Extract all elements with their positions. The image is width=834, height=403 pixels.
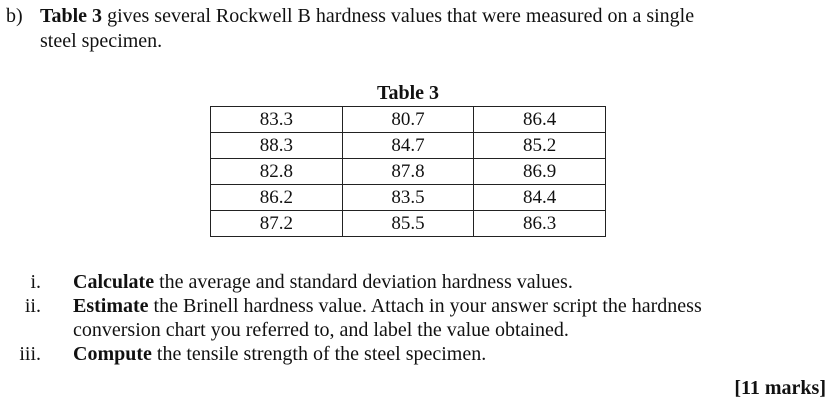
task-item	[6, 342, 816, 366]
task-verb: Compute	[73, 343, 152, 365]
intro-line-1	[6, 4, 828, 29]
task-list	[6, 270, 816, 366]
table-cell: 80.7	[342, 107, 474, 133]
table-caption: Table 3	[376, 82, 440, 104]
table-row	[211, 185, 606, 211]
task-number: iii.	[19, 343, 41, 365]
task-verb: Estimate	[73, 295, 149, 317]
table-reference: Table 3	[40, 5, 103, 27]
task-item	[6, 270, 816, 294]
table-row	[211, 159, 606, 185]
table-cell: 88.3	[211, 133, 343, 159]
table-cell: 85.2	[474, 133, 606, 159]
question-label: b)	[6, 5, 23, 27]
table-row	[211, 133, 606, 159]
task-number: ii.	[24, 295, 41, 317]
table-row	[211, 211, 606, 237]
task-number: i.	[30, 271, 41, 293]
intro-text-1: gives several Rockwell B hardness values that were measured on a single	[102, 5, 695, 27]
table-cell: 87.8	[342, 159, 474, 185]
table-cell: 85.5	[342, 211, 474, 237]
table-cell: 82.8	[211, 159, 343, 185]
task-body: the average and standard deviation hardness values.	[154, 271, 573, 293]
table-cell: 86.4	[474, 107, 606, 133]
task-text	[41, 342, 486, 366]
marks-label: [11 marks]	[734, 377, 826, 399]
table-cell: 86.2	[211, 185, 343, 211]
table-row	[211, 107, 606, 133]
task-text	[41, 270, 573, 294]
task-item	[6, 294, 816, 342]
table-cell: 84.4	[474, 185, 606, 211]
table-cell: 84.7	[342, 133, 474, 159]
task-body-continued: conversion chart you referred to, and label the value obtained.	[73, 319, 569, 341]
hardness-table	[210, 106, 606, 237]
task-text	[41, 294, 702, 342]
task-body: the Brinell hardness value. Attach in your answer script the hardness	[148, 295, 702, 317]
task-body: the tensile strength of the steel specimen.	[151, 343, 487, 365]
table-cell: 86.3	[474, 211, 606, 237]
table-cell: 87.2	[211, 211, 343, 237]
table-cell: 86.9	[474, 159, 606, 185]
intro-line-2: steel specimen.	[40, 30, 163, 52]
task-verb: Calculate	[73, 271, 155, 293]
question-intro	[6, 4, 828, 54]
table-cell: 83.3	[211, 107, 343, 133]
table-cell: 83.5	[342, 185, 474, 211]
